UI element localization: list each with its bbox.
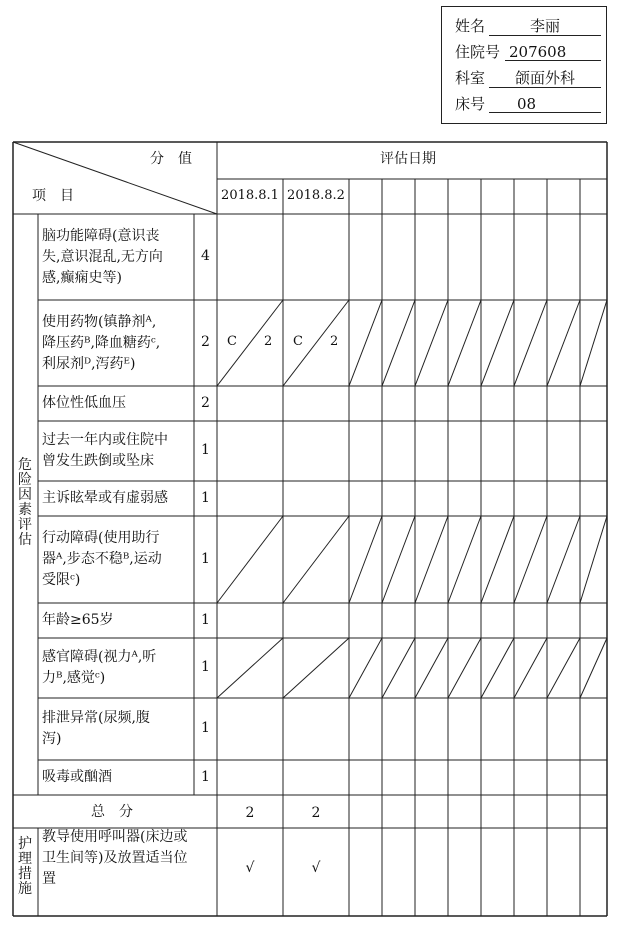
risk-factor-label [42,647,194,689]
risk-factor-label [42,528,194,591]
grid-line [448,300,481,386]
risk-factor-label [42,610,194,631]
grid-line [481,300,514,386]
risk-factor-line: 受限ᶜ) [42,572,81,588]
risk-factor-line: 利尿剂ᴰ,泻药ᴱ) [42,355,136,372]
risk-factor-label [42,488,194,509]
grid-line [514,638,547,698]
grid-line [217,516,283,603]
date-col-2: 2018.8.2 [287,188,345,203]
risk-factor-line: 曾发生跌倒或坠床 [42,453,154,469]
grid-line [349,300,382,386]
risk-factor-label [42,708,194,750]
grid-line [283,638,349,698]
item-header: 项 目 [32,188,74,204]
risk-factor-line: 年龄≥65岁 [42,612,114,628]
grid-line [514,516,547,603]
row-score-1: 2 [264,334,273,349]
eval-date-header: 评估日期 [380,151,436,167]
risk-factor-score: 1 [201,611,210,628]
drug-category-2: C [293,334,303,349]
grid-line [283,516,349,603]
grid-line [415,516,448,603]
department: 颌面外科 [489,69,601,88]
nursing-mark-2: √ [311,860,321,876]
grid-line [382,300,415,386]
date-col-1: 2018.8.1 [221,188,279,203]
grid-line [580,638,607,698]
total-value-1: 2 [245,805,255,821]
grid-line [349,516,382,603]
risk-factor-line: 感官障碍(视力ᴬ,听 [42,649,157,665]
risk-factor-line: 脑功能障碍(意识丧 [42,227,160,244]
risk-factor-score: 4 [201,248,210,264]
risk-factor-line: 感,癫痫史等) [42,269,122,286]
nursing-section-text: 护 理 措 施 [18,836,32,897]
grid-line [580,300,607,386]
grid-line [382,516,415,603]
risk-section-text: 危 险 因 素 评 估 [18,457,32,548]
name-label: 姓名 [455,17,486,35]
risk-factor-score: 1 [201,442,210,458]
risk-factor-line: 泻) [42,731,62,747]
nursing-line: 教导使用呼叫器(床边或 [42,829,188,845]
nursing-mark-1: √ [245,860,255,876]
bed-label: 床号 [455,95,486,113]
admission-number: 207608 [505,43,601,61]
risk-factor-label [42,393,194,414]
grid-line [481,638,514,698]
grid-line [580,516,607,603]
grid-line [481,516,514,603]
grid-line [349,638,382,698]
risk-factor-score: 2 [201,394,210,411]
risk-factor-label [42,767,194,788]
risk-factor-score: 1 [201,659,210,675]
bed-number: 08 [489,95,601,113]
risk-factor-label [42,226,194,289]
drug-category-1: C [227,334,237,349]
risk-factor-label [42,312,194,375]
grid-line [415,300,448,386]
row-score-2: 2 [330,334,339,349]
grid-line [415,638,448,698]
grid-line [547,638,580,698]
dept-label: 科室 [455,69,486,87]
risk-factor-line: 排泄异常(尿频,腹 [42,710,150,726]
grid-line [547,516,580,603]
risk-factor-line: 吸毒或酗酒 [42,769,112,785]
risk-factor-line: 失,意识混乱,无方向 [42,248,163,265]
risk-factor-score: 1 [201,768,210,785]
risk-factor-line: 使用药物(镇静剂ᴬ, [42,313,157,330]
risk-factor-line: 力ᴮ,感觉ᶜ) [42,670,106,686]
grid-line [448,516,481,603]
risk-factor-line: 行动障碍(使用助行 [42,530,160,546]
risk-factor-score: 1 [201,550,210,567]
grid-line [217,638,283,698]
risk-factor-line: 过去一年内或住院中 [42,432,168,448]
risk-factor-line: 降压药ᴮ,降血糖药ᶜ, [42,334,161,351]
risk-factor-line: 器ᴬ,步态不稳ᴮ,运动 [42,551,162,567]
nursing-section-label [17,837,33,897]
grid-line [514,300,547,386]
nursing-line: 卫生间等)及放置适当位 [42,850,188,866]
total-value-2: 2 [311,805,321,821]
grid-line [448,638,481,698]
nursing-line: 置 [42,871,56,887]
risk-factor-line: 主诉眩晕或有虚弱感 [42,490,168,506]
risk-factor-label [42,430,194,472]
risk-factor-score: 2 [201,334,210,350]
risk-factor-score: 1 [201,720,210,736]
risk-factor-line: 体位性低血压 [42,395,126,411]
total-label: 总 分 [91,804,133,820]
score-header: 分 值 [150,151,192,167]
risk-section-label [17,458,33,548]
nursing-measure [42,827,217,890]
grid-line [382,638,415,698]
patient-name: 李丽 [489,17,601,36]
grid-line [547,300,580,386]
risk-factor-score: 1 [201,489,210,506]
admission-label: 住院号 [455,43,501,61]
